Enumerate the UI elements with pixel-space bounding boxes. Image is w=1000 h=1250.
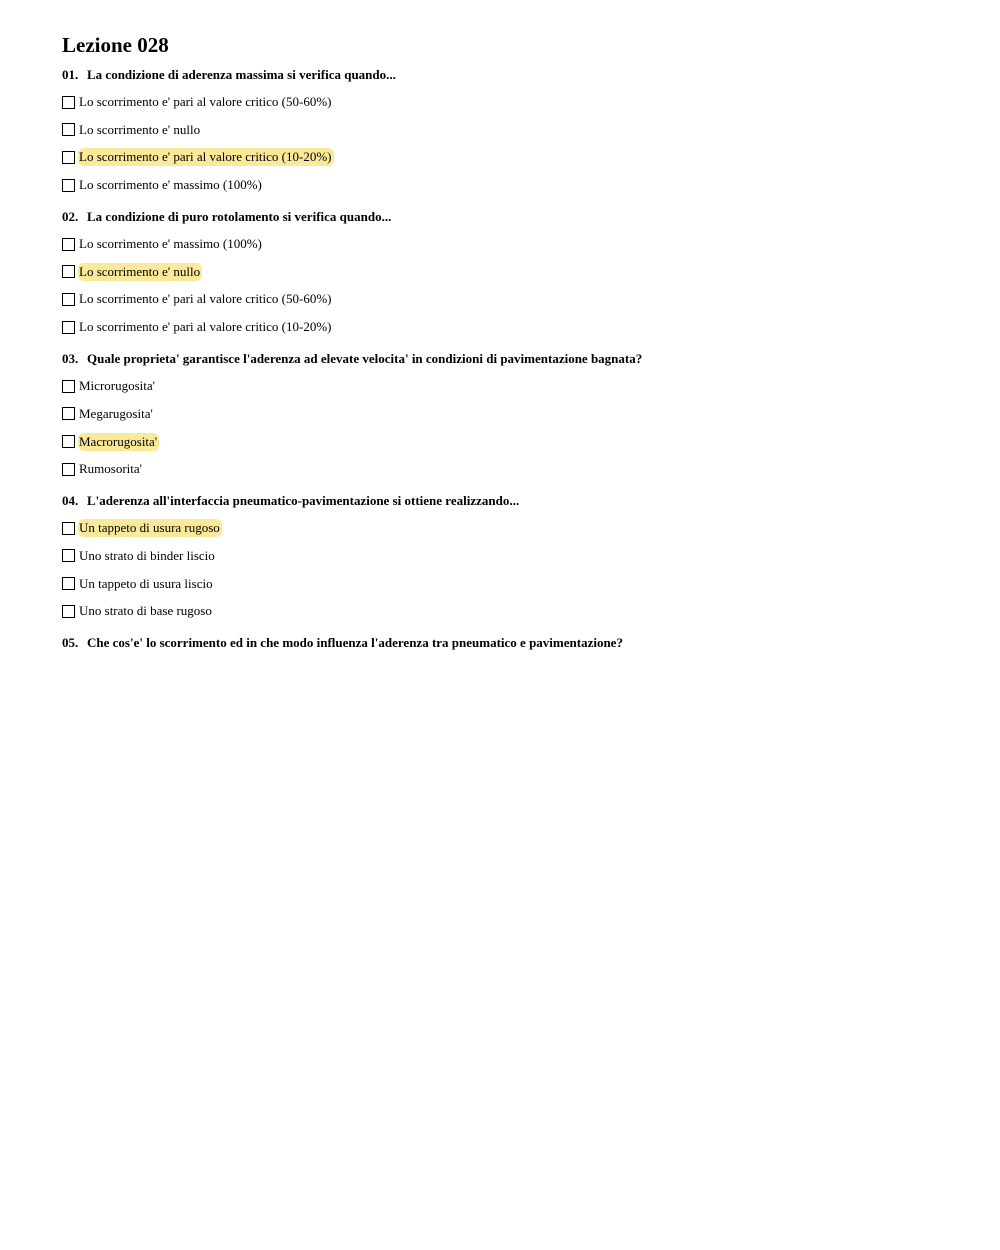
answer-option[interactable] xyxy=(62,148,962,166)
answer-option[interactable] xyxy=(62,460,962,478)
answer-option[interactable] xyxy=(62,547,962,565)
answer-option[interactable] xyxy=(62,235,962,253)
question-text xyxy=(62,634,962,652)
checkbox-icon[interactable] xyxy=(62,238,75,251)
answer-option[interactable] xyxy=(62,405,962,423)
answer-option[interactable] xyxy=(62,602,962,620)
question-5 xyxy=(62,634,962,652)
checkbox-icon[interactable] xyxy=(62,605,75,618)
checkbox-icon[interactable] xyxy=(62,179,75,192)
question-text xyxy=(62,208,962,226)
question-1 xyxy=(62,66,962,194)
checkbox-icon[interactable] xyxy=(62,522,75,535)
question-number: 05. xyxy=(62,635,79,651)
checkbox-icon[interactable] xyxy=(62,151,75,164)
answer-label: Un tappeto di usura liscio xyxy=(79,575,213,591)
answer-label: Lo scorrimento e' pari al valore critico (10-20%) xyxy=(79,319,332,335)
question-list xyxy=(62,66,962,652)
question-label: Che cos'e' lo scorrimento ed in che modo influenza l'aderenza tra pneumatico e pavimentazione? xyxy=(87,635,623,651)
answer-label-highlighted: Un tappeto di usura rugoso xyxy=(79,520,220,536)
answer-option[interactable] xyxy=(62,519,962,537)
checkbox-icon[interactable] xyxy=(62,380,75,393)
question-number: 02. xyxy=(62,209,79,225)
question-3 xyxy=(62,350,962,478)
answer-label-highlighted: Macrorugosita' xyxy=(79,433,158,449)
answer-option[interactable] xyxy=(62,575,962,593)
answer-label-highlighted: Lo scorrimento e' nullo xyxy=(79,263,201,279)
checkbox-icon[interactable] xyxy=(62,96,75,109)
checkbox-icon[interactable] xyxy=(62,123,75,136)
checkbox-icon[interactable] xyxy=(62,321,75,334)
answer-label: Lo scorrimento e' pari al valore critico (50-60%) xyxy=(79,94,332,109)
answer-option[interactable] xyxy=(62,93,962,111)
answer-options xyxy=(62,235,962,336)
answer-label-highlighted: Lo scorrimento e' pari al valore critico (10-20%) xyxy=(79,149,332,165)
answer-option[interactable] xyxy=(62,263,962,281)
answer-options xyxy=(62,93,962,194)
question-label: L'aderenza all'interfaccia pneumatico-pavimentazione si ottiene realizzando... xyxy=(87,493,520,509)
question-text xyxy=(62,350,962,368)
question-number: 01. xyxy=(62,67,79,82)
answer-option[interactable] xyxy=(62,433,962,451)
answer-option[interactable] xyxy=(62,290,962,308)
answer-label: Lo scorrimento e' nullo xyxy=(79,121,201,137)
answer-option[interactable] xyxy=(62,377,962,395)
checkbox-icon[interactable] xyxy=(62,407,75,420)
answer-options xyxy=(62,377,962,478)
answer-option[interactable] xyxy=(62,121,962,139)
question-text xyxy=(62,492,962,510)
answer-option[interactable] xyxy=(62,176,962,194)
question-label: La condizione di aderenza massima si verifica quando... xyxy=(87,67,396,82)
checkbox-icon[interactable] xyxy=(62,293,75,306)
checkbox-icon[interactable] xyxy=(62,435,75,448)
answer-option[interactable] xyxy=(62,318,962,336)
question-text xyxy=(62,66,962,84)
answer-label: Rumosorita' xyxy=(79,461,143,477)
page-title: Lezione 028 xyxy=(62,33,169,57)
question-number: 04. xyxy=(62,493,79,509)
answer-label: Uno strato di base rugoso xyxy=(79,603,212,619)
answer-options xyxy=(62,519,962,620)
checkbox-icon[interactable] xyxy=(62,463,75,476)
question-label: Quale proprieta' garantisce l'aderenza ad elevate velocita' in condizioni di pavimentazione bagnata? xyxy=(87,351,643,367)
answer-label: Lo scorrimento e' massimo (100%) xyxy=(79,177,262,193)
checkbox-icon[interactable] xyxy=(62,549,75,562)
question-2 xyxy=(62,208,962,336)
document-page xyxy=(62,32,962,652)
answer-label: Uno strato di binder liscio xyxy=(79,547,215,563)
question-number: 03. xyxy=(62,351,79,367)
answer-label: Lo scorrimento e' pari al valore critico (50-60%) xyxy=(79,291,332,307)
question-label: La condizione di puro rotolamento si verifica quando... xyxy=(87,209,392,225)
checkbox-icon[interactable] xyxy=(62,577,75,590)
answer-label: Megarugosita' xyxy=(79,405,153,421)
question-4 xyxy=(62,492,962,620)
checkbox-icon[interactable] xyxy=(62,265,75,278)
answer-label: Lo scorrimento e' massimo (100%) xyxy=(79,236,262,252)
answer-label: Microrugosita' xyxy=(79,378,155,394)
